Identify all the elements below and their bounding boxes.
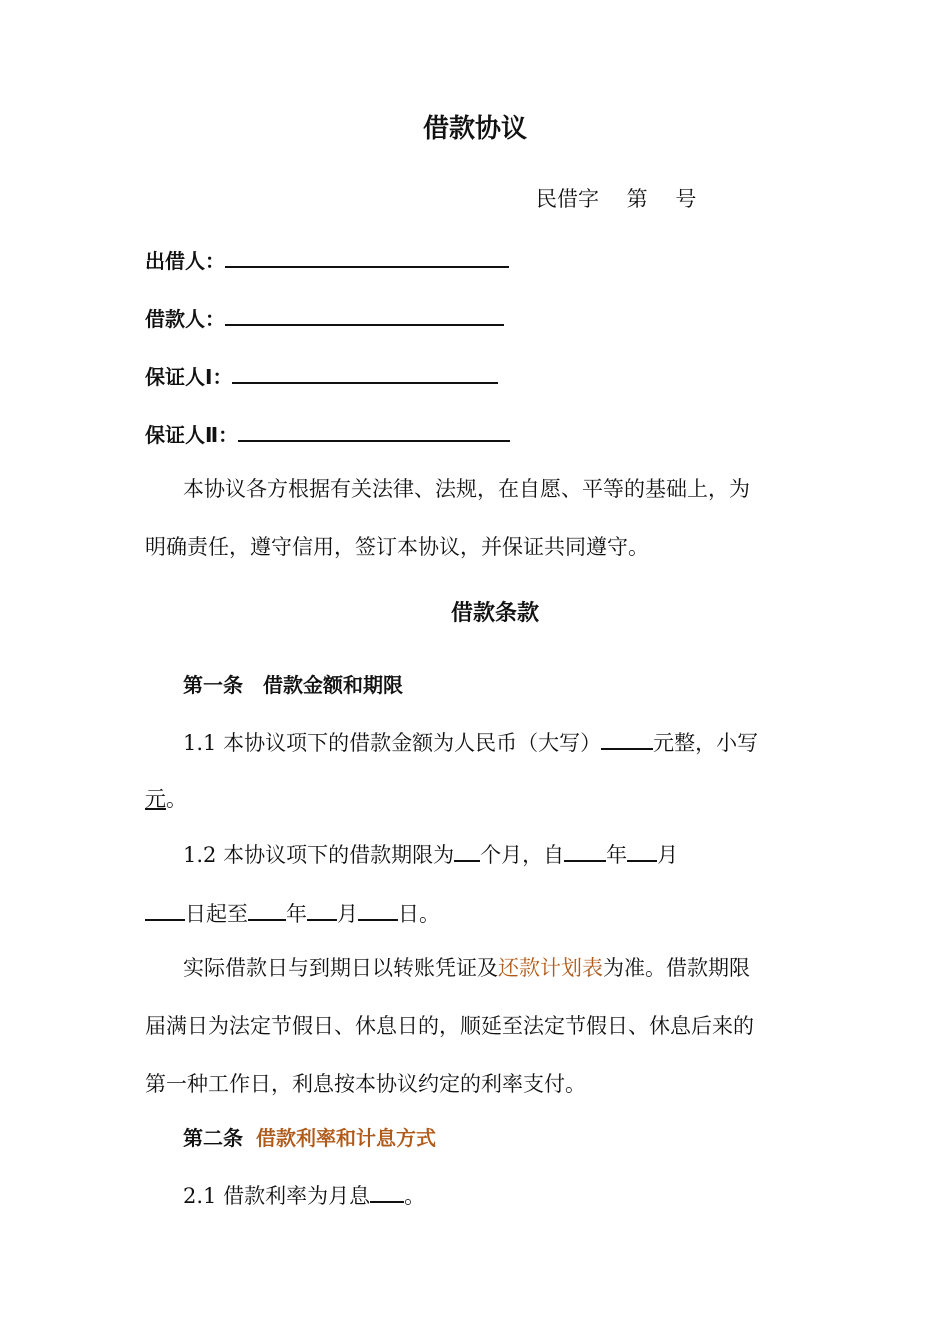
actual-date-line-3: 第一种工作日，利息按本协议约定的利率支付。 <box>145 1072 586 1096</box>
borrower-line <box>145 306 504 331</box>
term-months-blank[interactable] <box>454 842 480 862</box>
amount-uppercase-blank[interactable] <box>601 730 653 750</box>
start-month-blank[interactable] <box>627 842 657 862</box>
monthly-interest-blank[interactable] <box>370 1183 404 1203</box>
clause-1-2-text-f: 年 <box>286 902 307 926</box>
preamble-line-2: 明确责任，遵守信用，签订本协议，并保证共同遵守。 <box>145 535 649 559</box>
guarantor2-label: 保证人Ⅱ： <box>145 423 239 447</box>
clause-2-1-text-a: 2.1 借款利率为月息 <box>183 1184 371 1208</box>
clause-1-2-text-d: 月 <box>657 843 679 867</box>
clause-1-2-text-c: 年 <box>606 843 628 867</box>
end-month-blank[interactable] <box>307 901 337 921</box>
actual-date-line-2: 届满日为法定节假日、休息日的，顺延至法定节假日、休息后来的 <box>145 1014 754 1038</box>
clause-1-2-text-a: 1.2 本协议项下的借款期限为 <box>183 843 455 867</box>
actual-date-text-b: 为准。借款期限 <box>603 956 750 980</box>
clause-1-1-yuan: 元 <box>145 787 166 811</box>
clause-1-2-text-h: 日。 <box>398 902 440 926</box>
start-day-blank[interactable] <box>145 901 185 921</box>
clause-1-2-line-2 <box>145 901 440 925</box>
clause-1-2-line-1 <box>183 842 678 866</box>
document-title: 借款协议 <box>422 114 527 144</box>
article1-heading: 第一条 借款金额和期限 <box>183 673 403 697</box>
article2-heading-number: 第二条 <box>183 1126 243 1150</box>
guarantor1-line <box>145 364 498 389</box>
clause-1-1-period: 。 <box>166 787 187 811</box>
article2-heading-title[interactable]: 借款利率和计息方式 <box>255 1126 436 1150</box>
clause-2-1-line <box>183 1183 425 1207</box>
document-number: 民借字 第 号 <box>536 187 697 211</box>
section-title: 借款条款 <box>450 601 539 626</box>
clause-1-1-line-2 <box>145 789 187 810</box>
clause-1-1-line-1 <box>183 730 758 754</box>
actual-date-line-1 <box>183 958 750 979</box>
end-day-blank[interactable] <box>358 901 398 921</box>
end-year-blank[interactable] <box>248 901 286 921</box>
clause-1-1-text-b: 元整，小写 <box>653 731 759 755</box>
lender-label: 出借人： <box>145 249 225 273</box>
borrower-blank[interactable] <box>225 306 504 326</box>
start-year-blank[interactable] <box>564 842 606 862</box>
guarantor2-blank[interactable] <box>238 422 510 442</box>
lender-blank[interactable] <box>225 248 509 268</box>
repayment-schedule-link[interactable]: 还款计划表 <box>498 956 603 980</box>
preamble-line-1: 本协议各方根据有关法律、法规，在自愿、平等的基础上，为 <box>183 477 750 501</box>
lender-line <box>145 248 509 273</box>
actual-date-text-a: 实际借款日与到期日以转账凭证及 <box>183 956 498 980</box>
article2-heading <box>183 1128 436 1148</box>
clause-1-2-text-e: 日起至 <box>185 902 248 926</box>
borrower-label: 借款人： <box>145 307 225 331</box>
clause-2-1-text-b: 。 <box>404 1184 426 1208</box>
clause-1-2-text-b: 个月，自 <box>480 843 565 867</box>
clause-1-2-text-g: 月 <box>337 902 358 926</box>
guarantor1-blank[interactable] <box>232 364 498 384</box>
guarantor1-label: 保证人Ⅰ： <box>145 365 233 389</box>
clause-1-1-text-a: 1.1 本协议项下的借款金额为人民币（大写） <box>183 731 602 755</box>
guarantor2-line <box>145 422 510 447</box>
